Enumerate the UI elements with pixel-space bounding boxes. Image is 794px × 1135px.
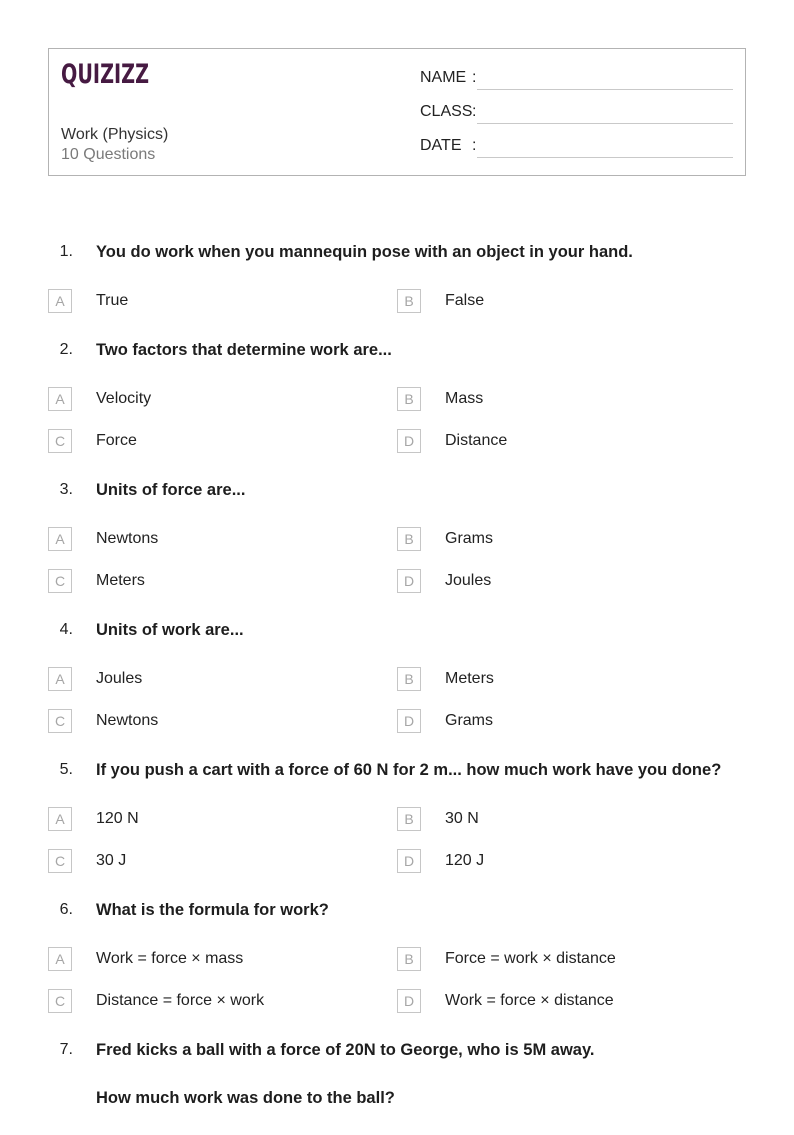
question-row <box>48 338 745 362</box>
option-letter-box: C <box>48 569 72 593</box>
option-letter-box: C <box>48 429 72 453</box>
question-number: 4. <box>59 621 73 638</box>
question-text: Units of work are... <box>96 621 244 639</box>
answer-options <box>48 807 745 873</box>
option-text: Meters <box>96 572 145 589</box>
date-colon: : <box>472 137 477 154</box>
option-text: Force = work × distance <box>445 950 616 967</box>
option-c[interactable] <box>48 569 397 593</box>
option-text: Grams <box>445 712 493 729</box>
option-b[interactable] <box>397 387 745 411</box>
option-text: Work = force × mass <box>96 950 244 967</box>
option-a[interactable] <box>48 289 397 313</box>
answer-options <box>48 527 745 593</box>
option-letter-box: D <box>397 569 421 593</box>
question-text: Fred kicks a ball with a force of 20N to George, who is 5M away. <box>96 1041 595 1059</box>
option-a[interactable] <box>48 947 397 971</box>
question-text: Two factors that determine work are... <box>96 341 392 359</box>
option-text: Meters <box>445 670 494 687</box>
question-text: If you push a cart with a force of 60 N for 2 m... how much work have you done? <box>96 761 722 779</box>
worksheet-header <box>48 48 746 176</box>
question-2 <box>48 338 745 453</box>
class-label: CLASS <box>420 103 473 120</box>
option-d[interactable] <box>397 989 745 1013</box>
question-row <box>48 240 745 264</box>
option-c[interactable] <box>48 709 397 733</box>
date-label: DATE <box>420 137 462 154</box>
question-7 <box>48 1038 745 1110</box>
quizizz-logo <box>60 60 152 88</box>
option-b[interactable] <box>397 527 745 551</box>
option-a[interactable] <box>48 807 397 831</box>
question-4 <box>48 618 745 733</box>
option-text: 30 J <box>96 852 127 869</box>
option-text: Distance = force × work <box>96 992 265 1009</box>
option-letter-box: D <box>397 709 421 733</box>
answer-options <box>48 947 745 1013</box>
question-6 <box>48 898 745 1013</box>
option-d[interactable] <box>397 709 745 733</box>
option-c[interactable] <box>48 989 397 1013</box>
option-letter-box: B <box>397 387 421 411</box>
question-5 <box>48 758 745 873</box>
question-row-continued <box>48 1086 745 1110</box>
option-b[interactable] <box>397 289 745 313</box>
option-a[interactable] <box>48 527 397 551</box>
option-letter-box: B <box>397 807 421 831</box>
option-text: Velocity <box>96 390 152 407</box>
option-letter-box: D <box>397 849 421 873</box>
option-text: Distance <box>445 432 508 449</box>
option-letter-box: A <box>48 807 72 831</box>
class-blank[interactable] <box>477 100 733 124</box>
question-number: 5. <box>59 761 73 778</box>
option-text: False <box>445 292 485 309</box>
answer-options <box>48 289 745 313</box>
answer-options <box>48 387 745 453</box>
option-letter-box: C <box>48 989 72 1013</box>
name-blank[interactable] <box>477 66 733 90</box>
option-text: Joules <box>96 670 143 687</box>
class-field <box>420 100 733 124</box>
name-label: NAME <box>420 69 467 86</box>
option-text: 120 J <box>445 852 485 869</box>
option-letter-box: B <box>397 667 421 691</box>
name-field <box>420 66 733 90</box>
option-d[interactable] <box>397 569 745 593</box>
option-letter-box: D <box>397 429 421 453</box>
answer-options <box>48 667 745 733</box>
option-text: Mass <box>445 390 484 407</box>
option-text: Force <box>96 432 137 449</box>
question-list <box>48 240 745 1135</box>
option-text: Newtons <box>96 530 159 547</box>
question-text: What is the formula for work? <box>96 901 329 919</box>
question-number: 3. <box>59 481 73 498</box>
name-colon: : <box>472 69 477 86</box>
option-text: Work = force × distance <box>445 992 614 1009</box>
option-letter-box: B <box>397 527 421 551</box>
quizizz-logo-text: QUIZIZZ <box>61 59 149 90</box>
option-text: 120 N <box>96 810 139 827</box>
option-b[interactable] <box>397 807 745 831</box>
option-letter-box: B <box>397 947 421 971</box>
option-c[interactable] <box>48 849 397 873</box>
question-number: 7. <box>59 1041 73 1058</box>
question-3 <box>48 478 745 593</box>
option-letter-box: D <box>397 989 421 1013</box>
option-letter-box: A <box>48 947 72 971</box>
option-letter-box: A <box>48 289 72 313</box>
question-count: 10 Questions <box>61 146 156 163</box>
option-b[interactable] <box>397 947 745 971</box>
option-text: 30 N <box>445 810 479 827</box>
date-field <box>420 134 733 158</box>
option-d[interactable] <box>397 849 745 873</box>
question-row <box>48 898 745 922</box>
option-a[interactable] <box>48 667 397 691</box>
question-row <box>48 478 745 502</box>
option-letter-box: A <box>48 527 72 551</box>
worksheet-title: Work (Physics) <box>61 126 169 143</box>
question-text: Units of force are... <box>96 481 246 499</box>
question-row <box>48 1038 745 1062</box>
class-colon: : <box>472 103 477 120</box>
option-text: Grams <box>445 530 493 547</box>
question-row <box>48 618 745 642</box>
option-letter-box: C <box>48 709 72 733</box>
date-blank[interactable] <box>477 134 733 158</box>
option-letter-box: A <box>48 387 72 411</box>
option-text: True <box>96 292 129 309</box>
option-text: Joules <box>445 572 492 589</box>
option-letter-box: C <box>48 849 72 873</box>
option-d[interactable] <box>397 429 745 453</box>
option-c[interactable] <box>48 429 397 453</box>
question-1 <box>48 240 745 313</box>
question-row <box>48 758 745 782</box>
question-number: 1. <box>59 243 73 260</box>
option-letter-box: A <box>48 667 72 691</box>
option-letter-box: B <box>397 289 421 313</box>
option-a[interactable] <box>48 387 397 411</box>
option-text: Newtons <box>96 712 159 729</box>
question-number: 2. <box>59 341 73 358</box>
question-number: 6. <box>59 901 73 918</box>
question-text-line-2: How much work was done to the ball? <box>96 1089 395 1107</box>
question-text: You do work when you mannequin pose with an object in your hand. <box>96 243 633 261</box>
option-b[interactable] <box>397 667 745 691</box>
